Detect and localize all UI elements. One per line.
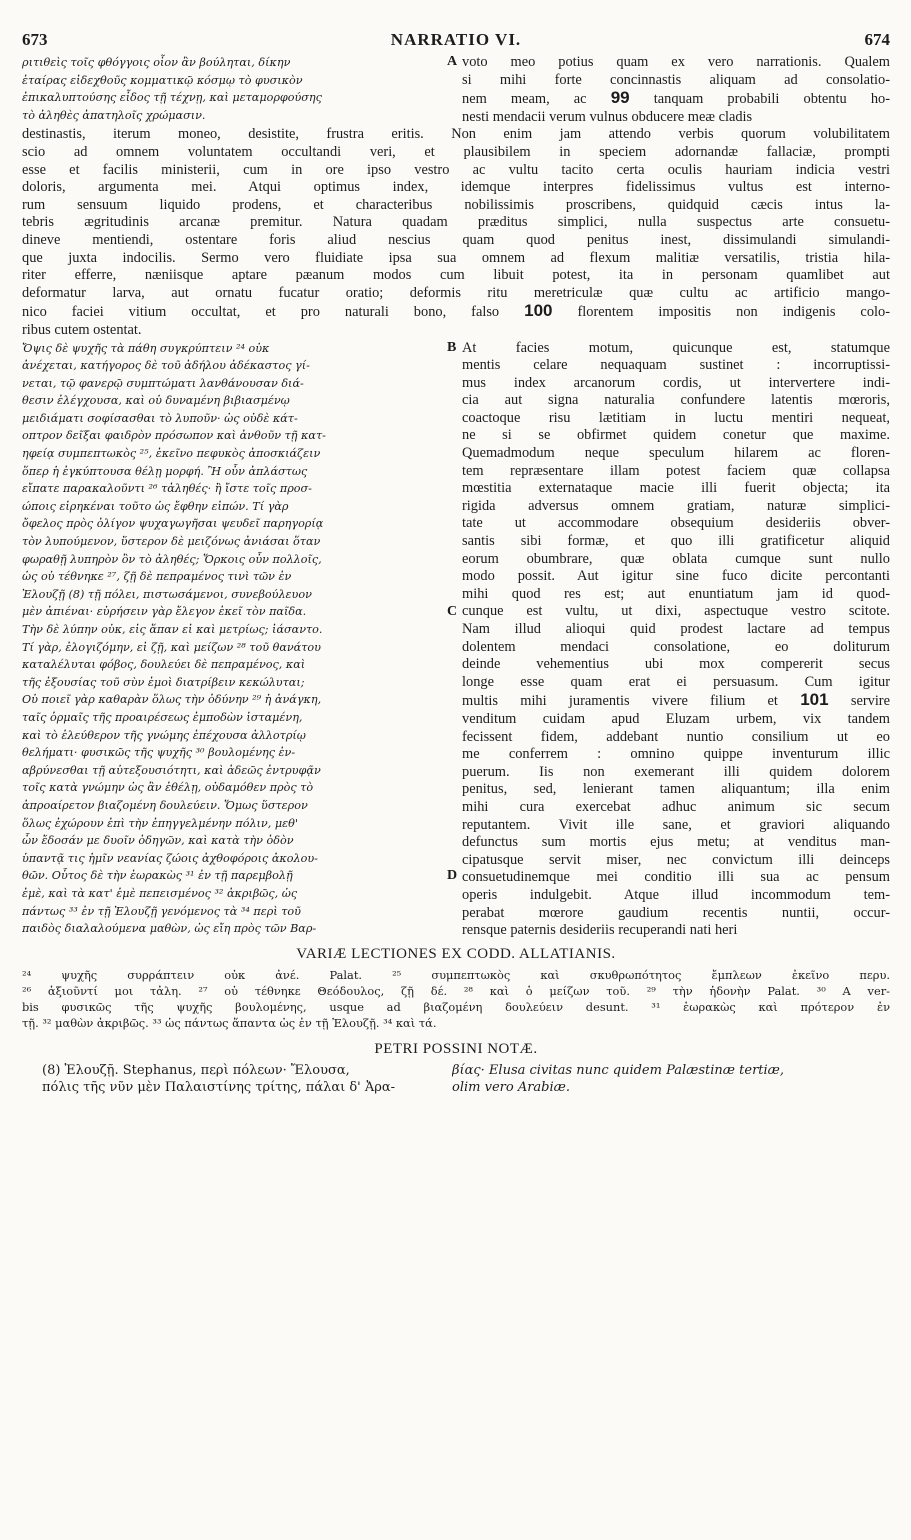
greek-line: ηφείᾳ συμπεπτωκὸς ²⁵, ἐκεῖνο πεφυκὸς ἀποσκιάζειν	[22, 447, 321, 461]
latin-line: mus index arcanorum cordis, ut intervertere indi-	[462, 374, 890, 391]
latin-line: dolentem mendaci consolatione, eo doliturum	[462, 638, 890, 655]
latin-line: longe esse quam erat ei persuasum. Cum igitur	[462, 673, 890, 690]
greek-column-1	[22, 54, 444, 126]
running-title: NARRATIO VI.	[390, 30, 522, 49]
latin-line: scio ad omnem voluntatem occultandi veri, et plausibilem in speciem adornandæ fallaciæ, prompti	[22, 143, 890, 160]
latin-line-text: nem meam, ac 99 tanquam probabili obtentu ho-	[462, 89, 890, 108]
greek-column-2	[22, 340, 444, 940]
latin-line: cipatusque servit miser, nec convictum illi deinceps	[462, 851, 890, 868]
greek-line: ὑπαντᾷ τις ἡμῖν νεανίας ζώοις ἀχθοφόροις ἀκολου-	[22, 851, 318, 865]
latin-line: voto meo potius quam ex vero narrationis. Qualem	[462, 54, 890, 70]
latin-line: tebris ægritudinis arcanæ premitur. Natura quadam præditus simplici, nulla suspectus arte consuetu-	[22, 214, 890, 231]
variae-line: τῇ. ³² μαθὼν ἀκριβῶς. ³³ ὡς πάντως ἅπαντα ὡς ἐν τῇ Ἐλουζῇ. ³⁴ καὶ τά.	[22, 1015, 437, 1030]
variae-lectiones	[22, 967, 890, 1031]
latin-line: consuetudinemque mei conditio illi sua ac pensum	[462, 869, 890, 886]
greek-line: ριτιθεὶς τοῖς φθόγγοις οἷον ἂν βούληται, δίκην	[22, 56, 291, 69]
greek-line: ὄφελος πρὸς ὀλίγον ψυχαγωγῆσαι ψευδεῖ παρηγορίᾳ	[22, 517, 324, 531]
variae-title: VARIÆ LECTIONES EX CODD. ALLATIANIS.	[296, 945, 616, 962]
greek-line: τοῖς κατὰ γνώμην ὡς ἂν ἐθέλῃ, οὐδαμόθεν πρὸς τὸ	[22, 781, 314, 795]
greek-line: ὅπερ ἡ ἐγκύπτουσα θέλῃ μορφή. Ἢ οὖν ἀπλάστως	[22, 464, 308, 478]
latin-line: eorum obumbrare, quæ oblata cumque sunt nullo	[462, 550, 890, 567]
latin-line: operis indulgebit. Atque illud incommodum tem-	[462, 886, 890, 903]
greek-line: ώποις εἰρηκέναι τοῦτο ὡς ἔφθην εἰπών. Τί γὰρ	[22, 499, 289, 513]
right-page-number: 674	[864, 30, 890, 49]
note-line: olim vero Arabiæ.	[452, 1079, 570, 1095]
greek-line: φωραθῇ λυπηρὸν ὂν τὸ ἀληθές; Ὅρκοις οὖν πολλοῖς,	[22, 552, 322, 566]
latin-line: mihi quod res est; aut enuntiatum jam id quod-	[462, 585, 890, 602]
greek-line: Ὄψις δὲ ψυχῆς τὰ πάθη συγκρύπτειν ²⁴ οὐκ	[22, 341, 270, 355]
margin-markers-1	[444, 54, 462, 126]
greek-line: τὸν λυπούμενον, ὕστερον δὲ μειζόνως ἀνιάσαι ὅταν	[22, 535, 321, 549]
greek-line: πάντως ³³ ἐν τῇ Ἐλουζῇ γενόμενος τὰ ³⁴ περὶ τοῦ	[22, 904, 301, 918]
latin-line: rigida adversus omnem gratiam, naturæ simplici-	[462, 497, 890, 514]
greek-line: Ἐλουζῇ (8) τῇ πόλει, πιστωσάμενοι, συνεβούλευον	[22, 587, 312, 601]
greek-line: Τί γὰρ, ἐλογιζόμην, εἰ ζῇ, καὶ μείζων ²⁸ τοῦ θανάτου	[22, 640, 321, 654]
margin-marker-b: B	[447, 339, 457, 355]
note-line: πόλις τῆς νῦν μὲν Παλαιστίνης τρίτης, πάλαι δ' Ἀρα-	[42, 1079, 396, 1095]
latin-line: coactoque risu lætitiam in luctu mentiri nequeat,	[462, 409, 890, 426]
greek-line: ὧν ἔδοσάν με δυοῖν ὁδηγῶν, καὶ κατὰ τὴν ὁδὸν	[22, 834, 294, 848]
greek-line: καὶ τὸ ἐλεύθερον τῆς γνώμης ἐπέχουσα ἀλλοτρίῳ	[22, 728, 306, 742]
greek-line: ἐμὲ, καὶ τὰ κατ' ἐμὲ πεπεισμένος ³² ἀκριβῶς, ὡς	[22, 886, 298, 900]
greek-line: Τὴν δὲ λύπην οὐκ, εἰς ἅπαν εἰ καὶ μετρίως; ἰάσαντο.	[22, 623, 323, 636]
greek-line: ὅλως ἐχώρουν ἐπὶ τὴν ἐπηγγελμένην πόλιν, μεθ'	[22, 816, 298, 830]
latin-line: cunque est vultu, ut dixi, aspectuque vestro scitote.	[462, 603, 890, 620]
latin-line: santis sibi formæ, et quo illi gratificetur aliquid	[462, 533, 890, 550]
latin-line: tem repræsentare illam potest faciem quæ collapsa	[462, 462, 890, 479]
latin-line: tate ut accommodare obsequium desideriis obver-	[462, 515, 890, 532]
edition-page-number: 100	[524, 302, 553, 321]
margin-marker-c: C	[447, 603, 458, 619]
latin-line: puerum. Iis non exemerant illi quidem dolorem	[462, 763, 890, 780]
greek-line: μειδιάματι σοφίσασθαι τὸ λυποῦν· ὡς οὐδὲ κάτ-	[22, 411, 298, 425]
margin-marker-a: A	[447, 54, 458, 69]
latin-line: ne si se obfirmet quidem conetur que maxime.	[462, 427, 890, 444]
variae-line: ²⁴ ψυχῆς συρράπτειν οὐκ ἀνέ. Palat. ²⁵ συμπεπτωκὸς καὶ σκυθρωπότητος ἔμπλεων ἐκεῖνο περυ.	[22, 967, 890, 982]
running-header	[22, 30, 890, 54]
greek-line: παιδὸς διαλαλούμενα μαθὼν, ὡς εἴη πρὸς τῶν Βαρ-	[22, 922, 317, 936]
latin-line: modo possit. Aut igitur sine fuco dicite percontanti	[462, 568, 890, 585]
parallel-block-1	[22, 54, 890, 126]
latin-line: nico faciei vitium occultat, et pro naturali bono, falso 100 florentem impositis non indigenis colo-	[22, 302, 890, 321]
parallel-block-2	[22, 340, 890, 940]
notes-title: PETRI POSSINI NOTÆ.	[374, 1040, 538, 1057]
latin-line	[462, 89, 890, 109]
greek-line: Οὐ ποιεῖ γὰρ καθαρὰν ὅλως τὴν ὀδύνην ²⁹ ἡ ἀνάγκη,	[22, 693, 322, 707]
latin-line: Quemadmodum neque speculum hilarem ac floren-	[462, 445, 890, 462]
latin-line: rum sensuum liquido prodens, et characteribus nobilissimis proscribens, quidquid cæcis intus la-	[22, 196, 890, 213]
latin-line: que juxta indocilis. Sermo vero fluidiate ipsa sua omnem ad flexum malitiæ versatilis, tristia hila-	[22, 249, 890, 266]
latin-column-2	[462, 340, 890, 940]
latin-line: Nam illud alioqui quid prodest lactare ad tempus	[462, 621, 890, 637]
edition-page-number: 101	[800, 691, 829, 710]
greek-line: θεσιν ἐλέγχουσα, καὶ οὐ δυναμένη βιβιασμένῳ	[22, 394, 290, 408]
latin-line: multis mihi juramentis vivere filium et 101 servire	[462, 691, 890, 710]
note-line: (8) Ἐλουζῇ. Stephanus, περὶ πόλεων· Ἔλουσα,	[42, 1062, 350, 1078]
greek-line: θῶν. Οὗτος δὲ τὴν ἑωρακὼς ³¹ ἐν τῇ παρεμβολῇ	[22, 869, 293, 883]
greek-line: ἀνέχεται, κατήγορος δὲ τοῦ ἀδήλου ἀδέκαστος γί-	[22, 359, 310, 373]
greek-line: τῆς ἐξουσίας τοῦ σὺν ἐμοὶ διατρίβειν κεκώλυται;	[22, 675, 305, 689]
notes-right	[452, 1062, 890, 1096]
greek-line: ἐπικαλυπτούσης εἶδος τῇ τέχνῃ, καὶ μεταμορφούσης	[22, 91, 322, 105]
latin-line: reputantem. Vivit ille sane, et graviori aliquando	[462, 816, 890, 833]
latin-line: mihi cura exercebat adhuc animum sic secum	[462, 798, 890, 815]
greek-line: ὡς οὐ τέθνηκε ²⁷, ζῇ δὲ πεπραμένος τινὶ τῶν ἐν	[22, 570, 292, 584]
latin-line: penitus, sed, lenierant tamen aliquantum; illa enim	[462, 781, 890, 798]
greek-line: ταῖς ὁρμαῖς τῆς προαιρέσεως ἐμποδὼν ἱσταμένη,	[22, 710, 303, 724]
greek-line: νεται, τῷ φανερῷ συμπτώματι λανθάνουσαν διά-	[22, 376, 304, 390]
latin-line: perabat mœrore gaudium recentis nuntii, occur-	[462, 904, 890, 921]
latin-line: destinastis, iterum moneo, desistite, frustra eritis. Non enim jam attendo verbis quorum volubilitatem	[22, 126, 890, 143]
notes-block	[22, 1062, 890, 1096]
latin-line: mentis celare nequaquam sustinet : incorruptissi-	[462, 357, 890, 374]
latin-column-1	[462, 54, 890, 126]
latin-line: cia aut signa naturalia confundere latentis mœroris,	[462, 392, 890, 409]
greek-line: τὸ ἀληθὲς ἀπατηλοῖς χρώμασιν.	[22, 108, 206, 122]
latin-line: doloris, argumenta mei. Atqui optimus index, idemque interpres fidelissimus vultus est interno-	[22, 179, 890, 196]
greek-line: ἀπροαίρετον βιαζομένη δουλεύειν. Ὅμως ὕστερον	[22, 798, 308, 812]
greek-line: εἴπατε παρακαλοῦντι ²⁶ τἀληθές· ἢ ἴστε τοῖς προσ-	[22, 482, 312, 496]
latin-line: riter efferre, næniisque aptare pæanum modos cum libuit potest, ita in personam quamlibet aut	[22, 267, 890, 284]
book-page	[22, 30, 890, 1096]
latin-line: fecissent fidem, addebant nuntio consilium ut eo	[462, 728, 890, 745]
latin-line: si mihi forte concinnastis aliquam ad consolatio-	[462, 71, 890, 88]
latin-line: esse et facilis ministerii, cum in ore ipso vestro ac vultu tacito certa oculis hauriam indicia vestri	[22, 161, 890, 178]
latin-line: At facies motum, quicunque est, statumque	[462, 339, 890, 356]
greek-line: καταλέλυται φόβος, δουλεύει δὲ πεπραμένος, καὶ	[22, 658, 306, 672]
latin-line: venditum cuidam apud Eluzam urbem, vix tandem	[462, 710, 890, 727]
full-width-latin	[22, 126, 890, 339]
margin-markers-2	[444, 340, 462, 940]
latin-line: mœstitia externataque macie illi fuerit objecta; ita	[462, 480, 890, 497]
latin-line: deformatur larva, aut ornatu fucatur oratio; deformis ritu meretriculæ quæ cultu ac artificio mango-	[22, 284, 890, 301]
note-line: βίας· Elusa civitas nunc quidem Palæstinæ tertiæ,	[452, 1062, 785, 1078]
left-page-number: 673	[22, 30, 48, 49]
variae-line: bis φυσικῶς τῆς ψυχῆς βουλομένης, usque ad βιαζομένη δουλεύειν desunt. ³¹ ἑωρακὼς καὶ πρότερον ἐν	[22, 999, 890, 1014]
latin-line: me conferrem : omnino quippe inventurum illic	[462, 746, 890, 763]
greek-line: ἑταίρας εἰδεχθοῦς κομματικῷ κόσμῳ τὸ φυσικὸν	[22, 73, 303, 87]
latin-line: deinde vehementius ubi mox compererit secus	[462, 656, 890, 673]
margin-marker-d: D	[447, 867, 458, 883]
latin-line: rensque paternis desideriis recuperandi nati heri	[462, 922, 738, 939]
greek-line: οπτρον δεῖξαι φαιδρὸν πρόσωπον καὶ ἀνθοῦν τῇ κατ-	[22, 429, 326, 443]
greek-line: αβρύνεσθαι τῇ αὐτεξουσιότητι, καὶ ἀδεῶς ἐντρυφᾷν	[22, 763, 321, 777]
edition-page-number: 99	[610, 89, 630, 108]
greek-line: θελήματι· φυσικῶς τῆς ψυχῆς ³⁰ βουλομένης ἐν-	[22, 746, 296, 760]
greek-line: μὲν ἀπιέναι· εὑρήσειν γὰρ ἔλεγον ἐκεῖ τὸν παῖδα.	[22, 605, 307, 619]
latin-line: nesti mendacii verum vulnus obducere meæ cladis	[462, 108, 753, 125]
notes-left	[22, 1062, 452, 1096]
variae-line: ²⁶ ἀξιοῦντί μοι τἀλη. ²⁷ οὐ τέθνηκε Θεόδουλος, ζῇ δέ. ²⁸ καὶ ὁ μείζων τοῦ. ²⁹ τὴν ἡδονὴν Palat. ³⁰ A ver-	[22, 983, 890, 998]
latin-line: ribus cutem ostentat.	[22, 321, 142, 338]
latin-line: dineve mentiendi, ostentare foris aliud nescius quam quod penitus inest, dissimulandi simulandi-	[22, 231, 890, 248]
latin-line: defunctus sum mortis ejus metu; at venditus man-	[462, 834, 890, 851]
